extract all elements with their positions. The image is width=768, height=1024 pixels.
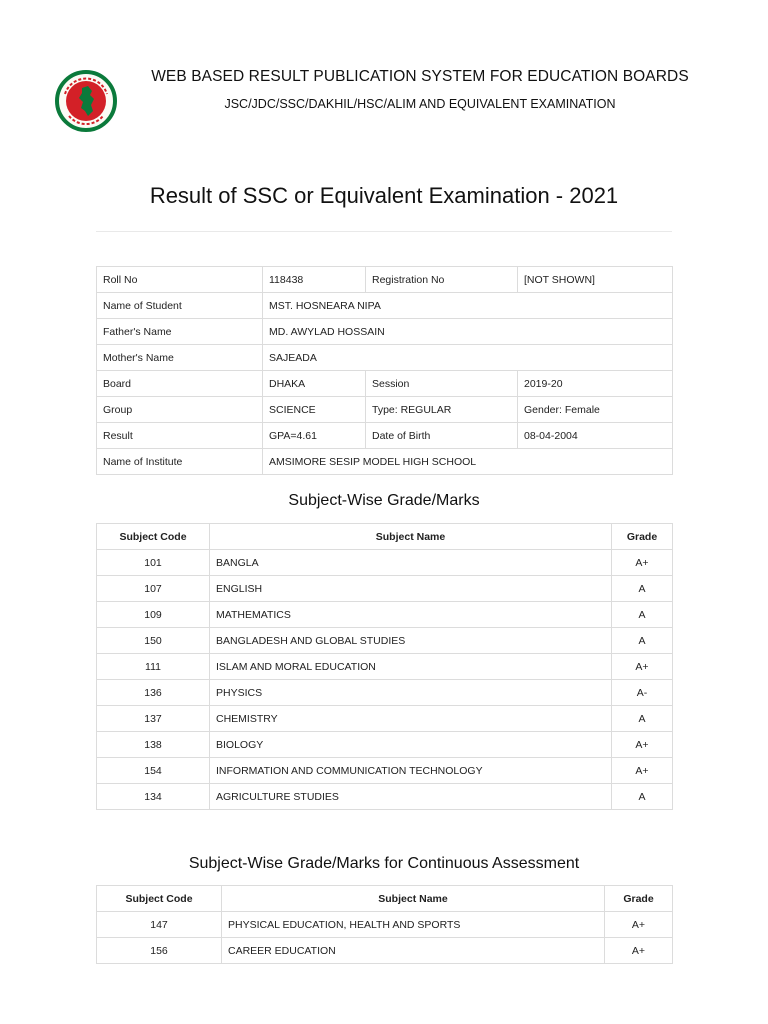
roll-value: 118438 xyxy=(263,267,366,293)
subject-code-cell: 150 xyxy=(97,628,210,654)
registration-label: Registration No xyxy=(366,267,518,293)
grade-cell: A+ xyxy=(612,654,673,680)
subject-name-cell: ENGLISH xyxy=(210,576,612,602)
group-label: Group xyxy=(97,397,263,423)
subject-name-cell: ISLAM AND MORAL EDUCATION xyxy=(210,654,612,680)
grade-cell: A xyxy=(612,628,673,654)
institute-value: AMSIMORE SESIP MODEL HIGH SCHOOL xyxy=(263,449,673,475)
table-row xyxy=(97,654,673,680)
student-name-label: Name of Student xyxy=(97,293,263,319)
system-title: WEB BASED RESULT PUBLICATION SYSTEM FOR EDUCATION BOARDS xyxy=(151,68,689,85)
subject-code-cell: 101 xyxy=(97,550,210,576)
government-seal-icon xyxy=(55,64,117,138)
table-header-row xyxy=(97,524,673,550)
continuous-section-title: Subject-Wise Grade/Marks for Continuous Assessment xyxy=(188,855,580,872)
session-value: 2019-20 xyxy=(518,371,673,397)
system-subtitle: JSC/JDC/SSC/DAKHIL/HSC/ALIM AND EQUIVALENT EXAMINATION xyxy=(224,97,616,111)
type-value: Type: REGULAR xyxy=(366,397,518,423)
subject-name-header: Subject Name xyxy=(222,886,605,912)
subject-name-cell: PHYSICS xyxy=(210,680,612,706)
subject-code-cell: 137 xyxy=(97,706,210,732)
board-value: DHAKA xyxy=(263,371,366,397)
table-row xyxy=(97,784,673,810)
subject-code-cell: 109 xyxy=(97,602,210,628)
table-row xyxy=(97,397,673,423)
table-row xyxy=(97,706,673,732)
table-row xyxy=(97,550,673,576)
subject-code-cell: 154 xyxy=(97,758,210,784)
subject-name-cell: INFORMATION AND COMMUNICATION TECHNOLOGY xyxy=(210,758,612,784)
registration-value: [NOT SHOWN] xyxy=(518,267,673,293)
subject-code-header: Subject Code xyxy=(97,524,210,550)
grade-cell: A+ xyxy=(605,912,673,938)
subject-code-cell: 138 xyxy=(97,732,210,758)
grade-cell: A xyxy=(612,576,673,602)
board-label: Board xyxy=(97,371,263,397)
grades-table xyxy=(96,523,673,810)
grade-header: Grade xyxy=(605,886,673,912)
header xyxy=(0,0,768,150)
roll-label: Roll No xyxy=(97,267,263,293)
table-row xyxy=(97,602,673,628)
group-value: SCIENCE xyxy=(263,397,366,423)
father-name-label: Father's Name xyxy=(97,319,263,345)
grade-cell: A+ xyxy=(612,550,673,576)
table-header-row xyxy=(97,886,673,912)
subject-name-cell: BIOLOGY xyxy=(210,732,612,758)
table-row xyxy=(97,293,673,319)
subject-code-cell: 134 xyxy=(97,784,210,810)
subject-name-cell: CHEMISTRY xyxy=(210,706,612,732)
student-name-value: MST. HOSNEARA NIPA xyxy=(263,293,673,319)
subject-code-cell: 136 xyxy=(97,680,210,706)
table-row xyxy=(97,371,673,397)
grade-cell: A+ xyxy=(612,758,673,784)
table-row xyxy=(97,576,673,602)
subject-name-cell: MATHEMATICS xyxy=(210,602,612,628)
subject-name-cell: BANGLA xyxy=(210,550,612,576)
table-row xyxy=(97,732,673,758)
result-value: GPA=4.61 xyxy=(263,423,366,449)
gender-value: Gender: Female xyxy=(518,397,673,423)
divider xyxy=(96,231,672,232)
dob-value: 08-04-2004 xyxy=(518,423,673,449)
student-info-table xyxy=(96,266,673,475)
subject-code-cell: 107 xyxy=(97,576,210,602)
subject-name-cell: BANGLADESH AND GLOBAL STUDIES xyxy=(210,628,612,654)
subject-code-cell: 111 xyxy=(97,654,210,680)
grade-cell: A xyxy=(612,602,673,628)
table-row xyxy=(97,267,673,293)
grade-cell: A xyxy=(612,706,673,732)
table-row xyxy=(97,449,673,475)
subject-name-header: Subject Name xyxy=(210,524,612,550)
subject-code-header: Subject Code xyxy=(97,886,222,912)
page-title: Result of SSC or Equivalent Examination - 2021 xyxy=(149,183,619,208)
subject-code-cell: 156 xyxy=(97,938,222,964)
table-row xyxy=(97,628,673,654)
table-row xyxy=(97,758,673,784)
grade-cell: A xyxy=(612,784,673,810)
institute-label: Name of Institute xyxy=(97,449,263,475)
result-label: Result xyxy=(97,423,263,449)
grade-cell: A+ xyxy=(612,732,673,758)
dob-label: Date of Birth xyxy=(366,423,518,449)
table-row xyxy=(97,319,673,345)
grades-section-title: Subject-Wise Grade/Marks xyxy=(288,492,480,509)
subject-name-cell: CAREER EDUCATION xyxy=(222,938,605,964)
table-row xyxy=(97,938,673,964)
mother-name-label: Mother's Name xyxy=(97,345,263,371)
father-name-value: MD. AWYLAD HOSSAIN xyxy=(263,319,673,345)
grade-header: Grade xyxy=(612,524,673,550)
table-row xyxy=(97,423,673,449)
grade-cell: A- xyxy=(612,680,673,706)
continuous-assessment-table xyxy=(96,885,673,964)
subject-code-cell: 147 xyxy=(97,912,222,938)
table-row xyxy=(97,680,673,706)
table-row xyxy=(97,345,673,371)
subject-name-cell: AGRICULTURE STUDIES xyxy=(210,784,612,810)
session-label: Session xyxy=(366,371,518,397)
table-row xyxy=(97,912,673,938)
mother-name-value: SAJEADA xyxy=(263,345,673,371)
grade-cell: A+ xyxy=(605,938,673,964)
subject-name-cell: PHYSICAL EDUCATION, HEALTH AND SPORTS xyxy=(222,912,605,938)
